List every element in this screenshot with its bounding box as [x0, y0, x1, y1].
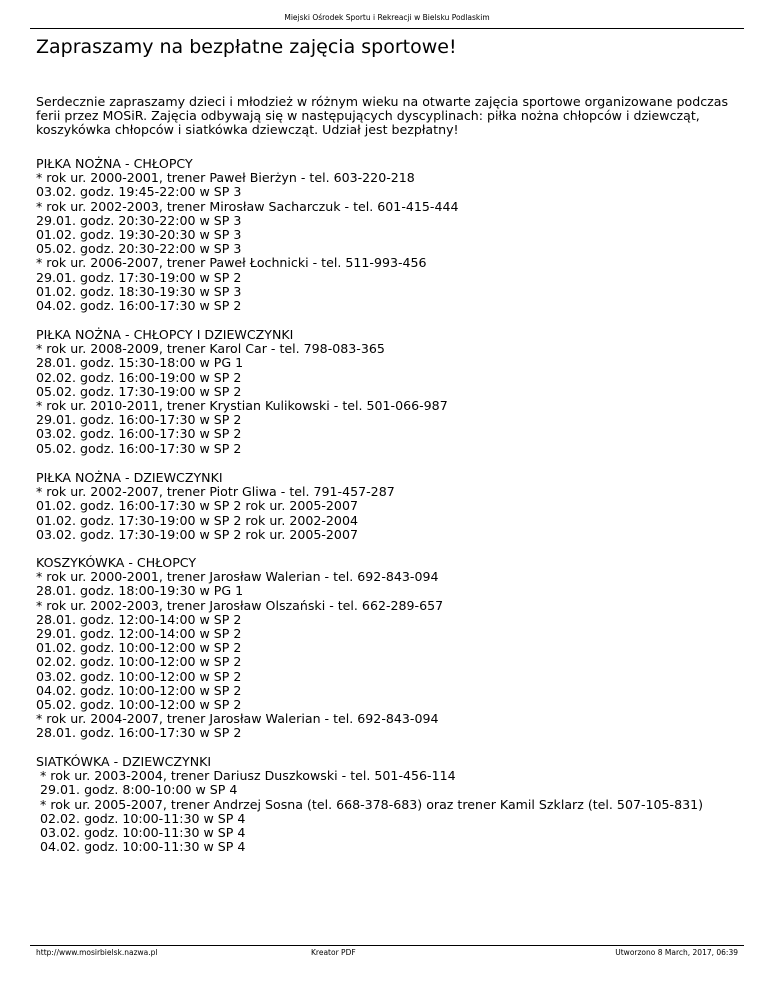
schedule-line: 29.01. godz. 12:00-14:00 w SP 2 [36, 626, 242, 642]
header-text: Miejski Ośrodek Sportu i Rekreacji w Bielsku Podlaskim [284, 13, 490, 22]
footer-created: Utworzono 8 March, 2017, 06:39 [615, 948, 738, 957]
schedule-line: 05.02. godz. 20:30-22:00 w SP 3 [36, 241, 242, 257]
schedule-line: 01.02. godz. 16:00-17:30 w SP 2 rok ur. 2005-2007 [36, 498, 358, 514]
section-basketball-boys [36, 556, 736, 741]
page-header [30, 0, 744, 29]
section-heading: PIŁKA NOŻNA - CHŁOPCY [36, 156, 193, 171]
section-volleyball-girls [36, 755, 736, 854]
section-heading: SIATKÓWKA - DZIEWCZYNKI [36, 754, 212, 769]
schedule-line: 03.02. godz. 10:00-12:00 w SP 2 [36, 668, 242, 684]
schedule-line: 05.02. godz. 17:30-19:00 w SP 2 [36, 383, 242, 399]
schedule-line: 04.02. godz. 10:00-11:30 w SP 4 [36, 839, 246, 855]
schedule-line: 05.02. godz. 10:00-12:00 w SP 2 [36, 697, 242, 713]
section-heading: KOSZYKÓWKA - CHŁOPCY [36, 555, 197, 570]
intro-paragraph: Serdecznie zapraszamy dzieci i młodzież w różnym wieku na otwarte zajęcia sportowe organizowane podczas ferii przez MOSiR. Zajęcia odbywają się w następujących dyscyplinach: piłka nożna chłopców i dziewcząt, koszykówka chłopców i siatkówka dziewcząt. Udział jest bezpłatny! [36, 94, 729, 137]
schedule-line: 29.01. godz. 16:00-17:30 w SP 2 [36, 412, 242, 428]
schedule-line: 29.01. godz. 17:30-19:00 w SP 2 [36, 269, 242, 285]
schedule-line: 02.02. godz. 10:00-12:00 w SP 2 [36, 654, 242, 670]
schedule-line: 04.02. godz. 10:00-12:00 w SP 2 [36, 682, 242, 698]
schedule-line: 03.02. godz. 17:30-19:00 w SP 2 rok ur. 2005-2007 [36, 526, 358, 542]
schedule-line: * rok ur. 2002-2003, trener Mirosław Sacharczuk - tel. 601-415-444 [36, 198, 459, 214]
schedule-line: 01.02. godz. 17:30-19:00 w SP 2 rok ur. 2002-2004 [36, 512, 358, 528]
schedule-line: 03.02. godz. 19:45-22:00 w SP 3 [36, 184, 242, 200]
schedule-line: 04.02. godz. 16:00-17:30 w SP 2 [36, 298, 242, 314]
schedule-line: * rok ur. 2002-2007, trener Piotr Gliwa - tel. 791-457-287 [36, 484, 395, 500]
page-title: Zapraszamy na bezpłatne zajęcia sportowe! [36, 36, 457, 58]
schedule-line: * rok ur. 2000-2001, trener Paweł Bierżyn - tel. 603-220-218 [36, 170, 415, 186]
schedule-line: 01.02. godz. 19:30-20:30 w SP 3 [36, 227, 242, 243]
schedule-line: 03.02. godz. 10:00-11:30 w SP 4 [36, 825, 246, 841]
schedule-line: 29.01. godz. 20:30-22:00 w SP 3 [36, 212, 242, 228]
schedule-line: * rok ur. 2008-2009, trener Karol Car - tel. 798-083-365 [36, 341, 385, 357]
schedule-line: * rok ur. 2003-2004, trener Dariusz Duszkowski - tel. 501-456-114 [36, 768, 456, 784]
schedule-line: 03.02. godz. 16:00-17:30 w SP 2 [36, 426, 242, 442]
schedule-line: 29.01. godz. 8:00-10:00 w SP 4 [36, 782, 238, 798]
section-heading: PIŁKA NOŻNA - DZIEWCZYNKI [36, 470, 223, 485]
section-football-boys-girls [36, 328, 736, 456]
footer-generator: Kreator PDF [311, 948, 356, 957]
schedule-line: * rok ur. 2005-2007, trener Andrzej Sosna (tel. 668-378-683) oraz trener Kamil Szklarz (tel. 507-105-831) [36, 796, 704, 812]
schedule-line: 02.02. godz. 10:00-11:30 w SP 4 [36, 810, 246, 826]
schedule-line: 28.01. godz. 16:00-17:30 w SP 2 [36, 725, 242, 741]
schedule-line: 28.01. godz. 18:00-19:30 w PG 1 [36, 583, 244, 599]
schedule-line: * rok ur. 2006-2007, trener Paweł Łochnicki - tel. 511-993-456 [36, 255, 427, 271]
schedule-line: 02.02. godz. 16:00-19:00 w SP 2 [36, 369, 242, 385]
schedule-line: 28.01. godz. 12:00-14:00 w SP 2 [36, 611, 242, 627]
footer-divider [30, 945, 744, 946]
schedule-line: * rok ur. 2004-2007, trener Jarosław Walerian - tel. 692-843-094 [36, 711, 439, 727]
schedule-line: 01.02. godz. 18:30-19:30 w SP 3 [36, 283, 242, 299]
schedule-line: 28.01. godz. 15:30-18:00 w PG 1 [36, 355, 244, 371]
schedule-line: * rok ur. 2000-2001, trener Jarosław Walerian - tel. 692-843-094 [36, 569, 439, 585]
schedule-line: * rok ur. 2002-2003, trener Jarosław Olszański - tel. 662-289-657 [36, 597, 444, 613]
footer-url: http://www.mosirbielsk.nazwa.pl [36, 948, 158, 957]
section-football-boys [36, 157, 736, 313]
section-football-girls [36, 471, 736, 542]
schedule-line: * rok ur. 2010-2011, trener Krystian Kulikowski - tel. 501-066-987 [36, 398, 448, 414]
section-heading: PIŁKA NOŻNA - CHŁOPCY I DZIEWCZYNKI [36, 327, 294, 342]
schedule-line: 05.02. godz. 16:00-17:30 w SP 2 [36, 440, 242, 456]
schedule-line: 01.02. godz. 10:00-12:00 w SP 2 [36, 640, 242, 656]
